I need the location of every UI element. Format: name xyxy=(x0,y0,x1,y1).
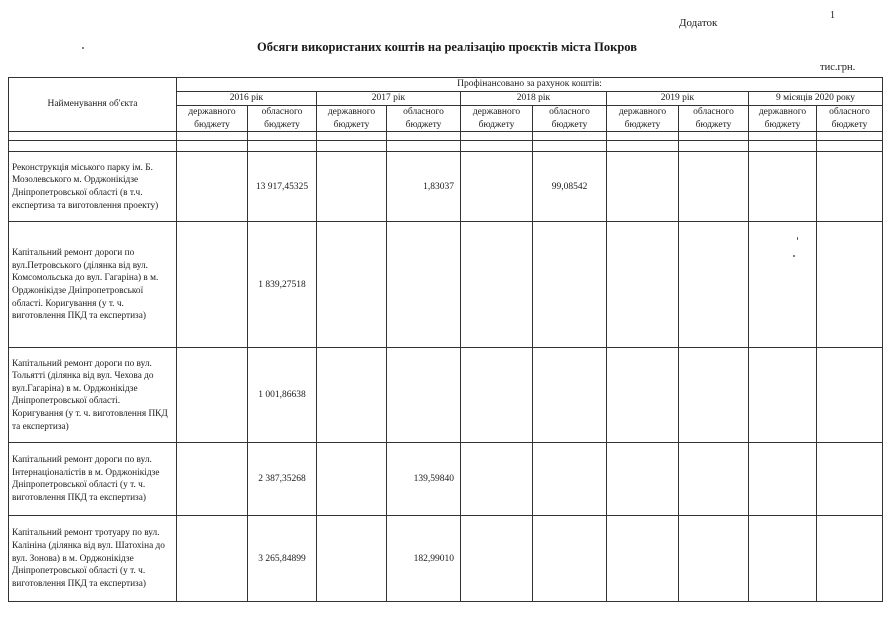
value-cell xyxy=(607,222,679,348)
value-cell xyxy=(317,152,387,222)
value-cell xyxy=(317,222,387,348)
blank-cell xyxy=(679,132,749,141)
value-cell: 139,59840 xyxy=(387,443,461,516)
blank-cell xyxy=(387,141,461,152)
value-cell xyxy=(749,516,817,602)
value-cell xyxy=(533,516,607,602)
object-name-header: Найменування об'єкта xyxy=(9,78,177,132)
value-cell xyxy=(749,348,817,443)
funding-table xyxy=(8,77,883,602)
table-row xyxy=(9,348,883,443)
blank-cell xyxy=(317,132,387,141)
source-header-regional: обласного бюджету xyxy=(679,105,749,132)
source-header-regional: обласного бюджету xyxy=(533,105,607,132)
blank-row xyxy=(9,132,883,141)
value-cell xyxy=(817,348,883,443)
value-cell xyxy=(607,516,679,602)
value-cell xyxy=(679,348,749,443)
table-row xyxy=(9,443,883,516)
value-cell xyxy=(607,443,679,516)
blank-cell xyxy=(607,141,679,152)
blank-cell xyxy=(817,132,883,141)
table-row xyxy=(9,152,883,222)
value-cell: 182,99010 xyxy=(387,516,461,602)
blank-cell xyxy=(387,132,461,141)
source-header-state: державного бюджету xyxy=(317,105,387,132)
blank-cell xyxy=(679,141,749,152)
value-cell xyxy=(461,443,533,516)
value-cell xyxy=(177,348,248,443)
spacer-row xyxy=(9,141,883,152)
value-cell xyxy=(679,443,749,516)
value-cell xyxy=(461,348,533,443)
value-cell: 1 001,86638 xyxy=(248,348,317,443)
value-cell xyxy=(461,516,533,602)
blank-cell xyxy=(177,141,248,152)
value-cell xyxy=(607,152,679,222)
value-cell xyxy=(817,516,883,602)
value-cell: 99,08542 xyxy=(533,152,607,222)
value-cell xyxy=(317,348,387,443)
object-name-cell: Капітальний ремонт дороги по вул. Інтернаціоналістів в м. Орджонікідзе Дніпропетровської області (у т. ч. виготовлення ПКД та експертиза) xyxy=(9,443,177,516)
value-cell xyxy=(749,222,817,348)
period-header-2018: 2018 рік xyxy=(461,92,607,106)
blank-cell xyxy=(461,141,533,152)
appendix-label: Додаток xyxy=(679,17,718,29)
value-cell xyxy=(177,152,248,222)
value-cell: 2 387,35268 xyxy=(248,443,317,516)
value-cell xyxy=(533,348,607,443)
value-cell xyxy=(817,443,883,516)
period-header-2017: 2017 рік xyxy=(317,92,461,106)
value-cell xyxy=(177,516,248,602)
object-name-cell: Капітальний ремонт тротуару по вул. Калініна (ділянка від вул. Шатохіна до вул. Зонова) в м. Орджонікідзе Дніпропетровської області (у т. ч. виготовлення ПКД та експертиза) xyxy=(9,516,177,602)
blank-cell xyxy=(461,132,533,141)
period-header-2016: 2016 рік xyxy=(177,92,317,106)
source-header-regional: обласного бюджету xyxy=(387,105,461,132)
value-cell: 1 839,27518 xyxy=(248,222,317,348)
value-cell xyxy=(461,152,533,222)
value-cell xyxy=(679,516,749,602)
value-cell xyxy=(177,222,248,348)
value-cell xyxy=(679,222,749,348)
value-cell xyxy=(317,516,387,602)
value-cell: 1,83037 xyxy=(387,152,461,222)
value-cell xyxy=(817,222,883,348)
value-cell xyxy=(461,222,533,348)
blank-cell xyxy=(817,141,883,152)
object-name-cell: Капітальний ремонт дороги по вул. Тольятті (ділянка від вул. Чехова до вул.Гагаріна) в м. Орджонікідзе Дніпропетровської області. Коригування (у т. ч. виготовлення ПКД та експертиза) xyxy=(9,348,177,443)
table-row xyxy=(9,516,883,602)
blank-cell xyxy=(9,132,177,141)
document-title: Обсяги використаних коштів на реалізацію проєктів міста Покров xyxy=(257,40,637,54)
value-cell xyxy=(533,443,607,516)
source-header-state: державного бюджету xyxy=(461,105,533,132)
blank-cell xyxy=(248,132,317,141)
blank-cell xyxy=(749,132,817,141)
value-cell xyxy=(317,443,387,516)
source-header-state: державного бюджету xyxy=(177,105,248,132)
blank-cell xyxy=(749,141,817,152)
source-header-regional: обласного бюджету xyxy=(248,105,317,132)
blank-cell xyxy=(177,132,248,141)
value-cell xyxy=(387,222,461,348)
source-header-regional: обласного бюджету xyxy=(817,105,883,132)
blank-cell xyxy=(533,132,607,141)
source-header-state: державного бюджету xyxy=(749,105,817,132)
period-header-2019: 2019 рік xyxy=(607,92,749,106)
header-row-funded xyxy=(9,78,883,92)
value-cell xyxy=(177,443,248,516)
value-cell xyxy=(387,348,461,443)
funded-by-header: Профінансовано за рахунок коштів: xyxy=(177,78,883,92)
value-cell xyxy=(749,152,817,222)
blank-cell xyxy=(317,141,387,152)
blank-cell xyxy=(533,141,607,152)
blank-cell xyxy=(248,141,317,152)
blank-cell xyxy=(607,132,679,141)
blank-cell xyxy=(9,141,177,152)
scan-speck xyxy=(82,47,84,49)
source-header-state: державного бюджету xyxy=(607,105,679,132)
object-name-cell: Капітальний ремонт дороги по вул.Петровського (ділянка від вул. Комсомольська до вул. Гагаріна) в м. Орджонікідзе Дніпропетровської області. Коригування (у т. ч. виготовлення ПКД та експертиза) xyxy=(9,222,177,348)
page-number: 1 xyxy=(830,10,835,21)
table-row xyxy=(9,222,883,348)
value-cell xyxy=(679,152,749,222)
value-cell xyxy=(607,348,679,443)
value-cell xyxy=(817,152,883,222)
value-cell xyxy=(749,443,817,516)
object-name-cell: Реконструкція міського парку ім. Б. Мозолевського м. Орджонікідзе Дніпропетровської області (в т.ч. експертиза та виготовлення проекту) xyxy=(9,152,177,222)
value-cell: 13 917,45325 xyxy=(248,152,317,222)
value-cell: 3 265,84899 xyxy=(248,516,317,602)
unit-label: тис.грн. xyxy=(820,62,856,73)
value-cell xyxy=(533,222,607,348)
period-header-2020: 9 місяців 2020 року xyxy=(749,92,883,106)
